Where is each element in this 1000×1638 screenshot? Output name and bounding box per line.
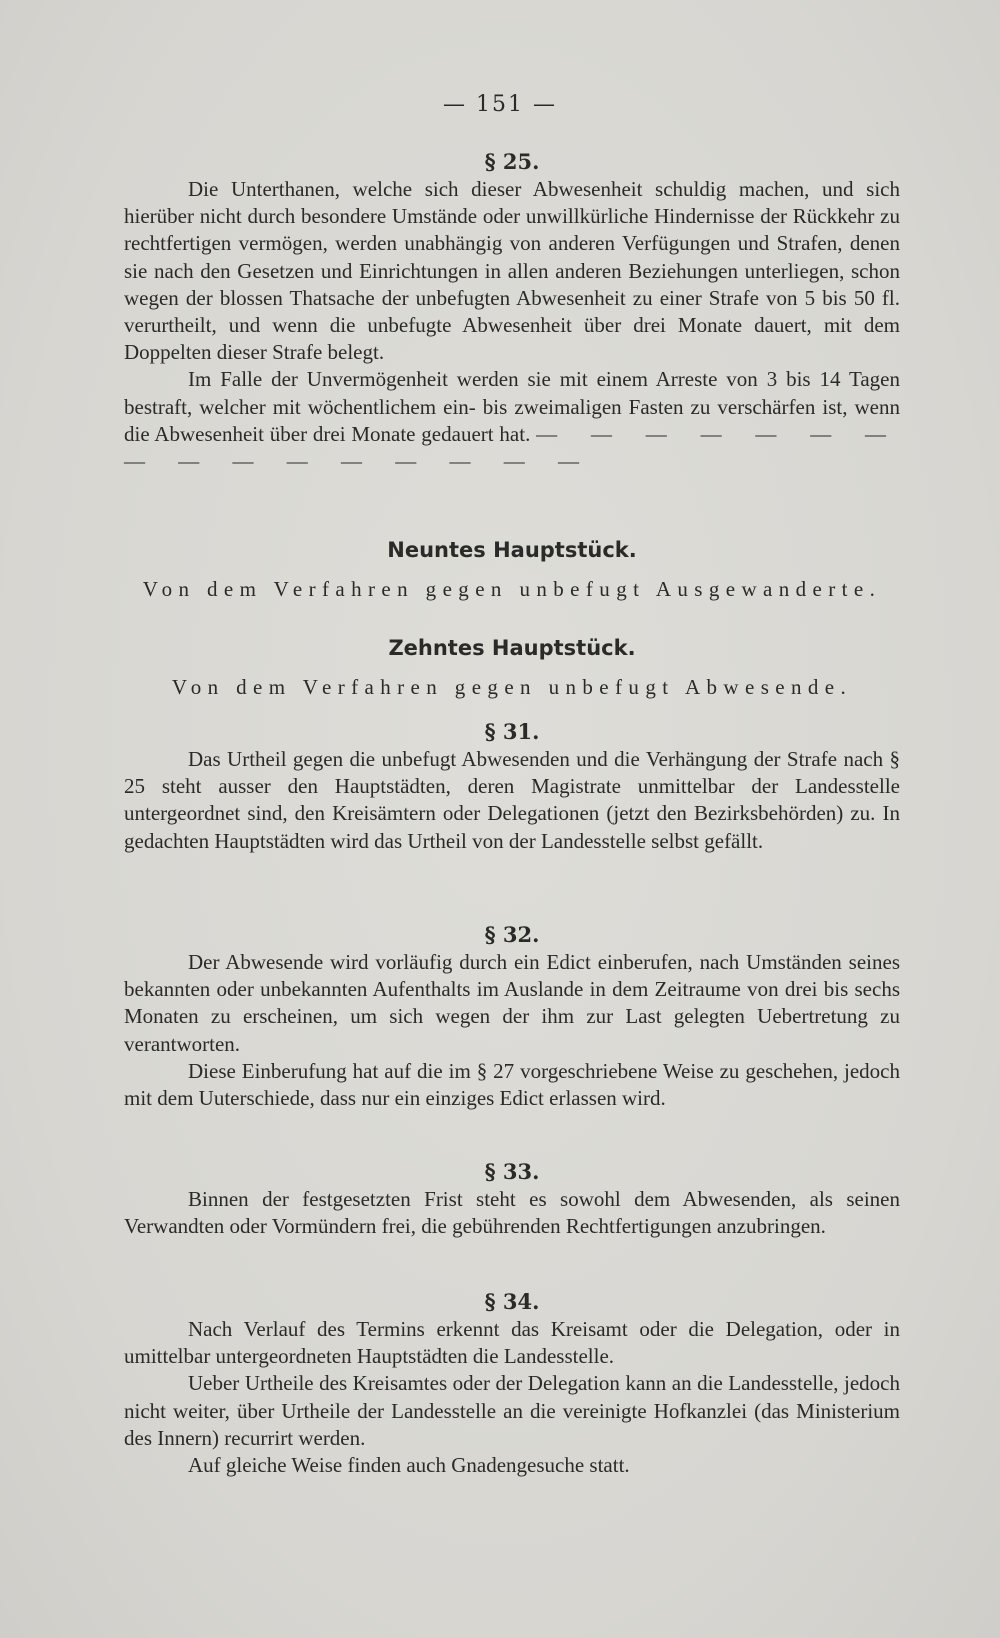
page-number: — 151 — [443,92,557,117]
section-33 [124,1158,900,1240]
dash-rule: — — — — — — — — — — — — — — — — [124,421,900,474]
section-32-paragraph-2: Diese Einberufung hat auf die im § 27 vorgeschriebene Weise zu geschehen, jedoch mit dem Uuterschiede, dass nur ein einziges Edict erlassen wird. [124,1058,900,1111]
section-25-paragraph-2 [124,366,900,475]
section-25-title: § 25. [484,149,540,174]
chapter-10-subtitle: Von dem Verfahren gegen unbefugt Abwesende. [171,675,853,699]
section-34-paragraph-3: Auf gleiche Weise finden auch Gnadengesuche statt. [188,1453,630,1478]
section-34-paragraph-1: Nach Verlauf des Termins erkennt das Kreisamt oder die Delegation, oder in umittelbar untergeordneten Hauptstädten die Landesstelle. [124,1317,900,1369]
chapter-10 [124,633,900,702]
section-31 [124,718,900,855]
section-32-paragraph-1: Der Abwesende wird vorläufig durch ein Edict einberufen, nach Umständen seines bekannten oder unbekannten Aufenthalts im Auslande in dem Zeitraume von drei bis sechs Monaten zu erscheinen, um sich wegen der ihm zur Last gelegten Uebertretung zu verantworten. [124,950,900,1056]
section-32 [124,921,900,1112]
chapter-9-subtitle: Von dem Verfahren gegen unbefugt Ausgewanderte. [142,577,882,601]
chapter-10-heading: Zehntes Hauptstück. [388,636,636,660]
section-31-title: § 31. [484,719,540,744]
section-25-paragraph-2-text: Im Falle der Unvermögenheit werden sie mit einem Arreste von 3 bis 14 Tagen bestraft, welcher mit wöchentlichem ein- bis zweimaligen Fasten zu verschärfen ist, wenn die Abwesenheit über drei Monate gedauert hat. [124,367,900,446]
section-25 [124,148,900,475]
section-31-paragraph-1: Das Urtheil gegen die unbefugt Abwesenden und die Verhängung der Strafe nach § 25 steht ausser den Hauptstädten, deren Magistrate unmittelbar der Landesstelle untergeordnet sind, den Kreisämtern oder Delegationen (jetzt den Bezirksbehörden) zu. In gedachten Hauptstädten wird das Urtheil von der Landesstelle selbst gefällt. [124,747,900,853]
section-32-title: § 32. [484,922,540,947]
chapter-9 [124,535,900,604]
section-25-paragraph-1: Die Unterthanen, welche sich dieser Abwesenheit schuldig machen, und sich hierüber nicht durch besondere Umstände oder unwillkürliche Hindernisse der Rückkehr zu rechtfertigen vermögen, werden unabhängig von anderen Verfügungen und Strafen, denen sie nach den Gesetzen und Einrichtungen in allen anderen Beziehungen unterliegen, schon wegen der blossen Thatsache der unbefugten Abwesenheit zu einer Strafe von 5 bis 50 fl. verurtheilt, und wenn die unbefugte Abwesenheit über drei Monate dauert, mit dem Doppelten dieser Strafe belegt. [124,177,900,365]
section-34 [124,1288,900,1479]
section-33-title: § 33. [484,1159,540,1184]
section-34-title: § 34. [484,1289,540,1314]
chapter-9-heading: Neuntes Hauptstück. [387,538,637,562]
section-33-paragraph-1: Binnen der festgesetzten Frist steht es sowohl dem Abwesenden, als seinen Verwandten oder Vormündern frei, die gebührenden Rechtfertigungen anzubringen. [124,1187,900,1239]
section-34-paragraph-2: Ueber Urtheile des Kreisamtes oder der Delegation kann an die Landesstelle, jedoch nicht weiter, über Urtheile der Landesstelle an die vereinigte Hofkanzlei (das Ministerium des Innern) recurrirt werden. [124,1371,900,1450]
